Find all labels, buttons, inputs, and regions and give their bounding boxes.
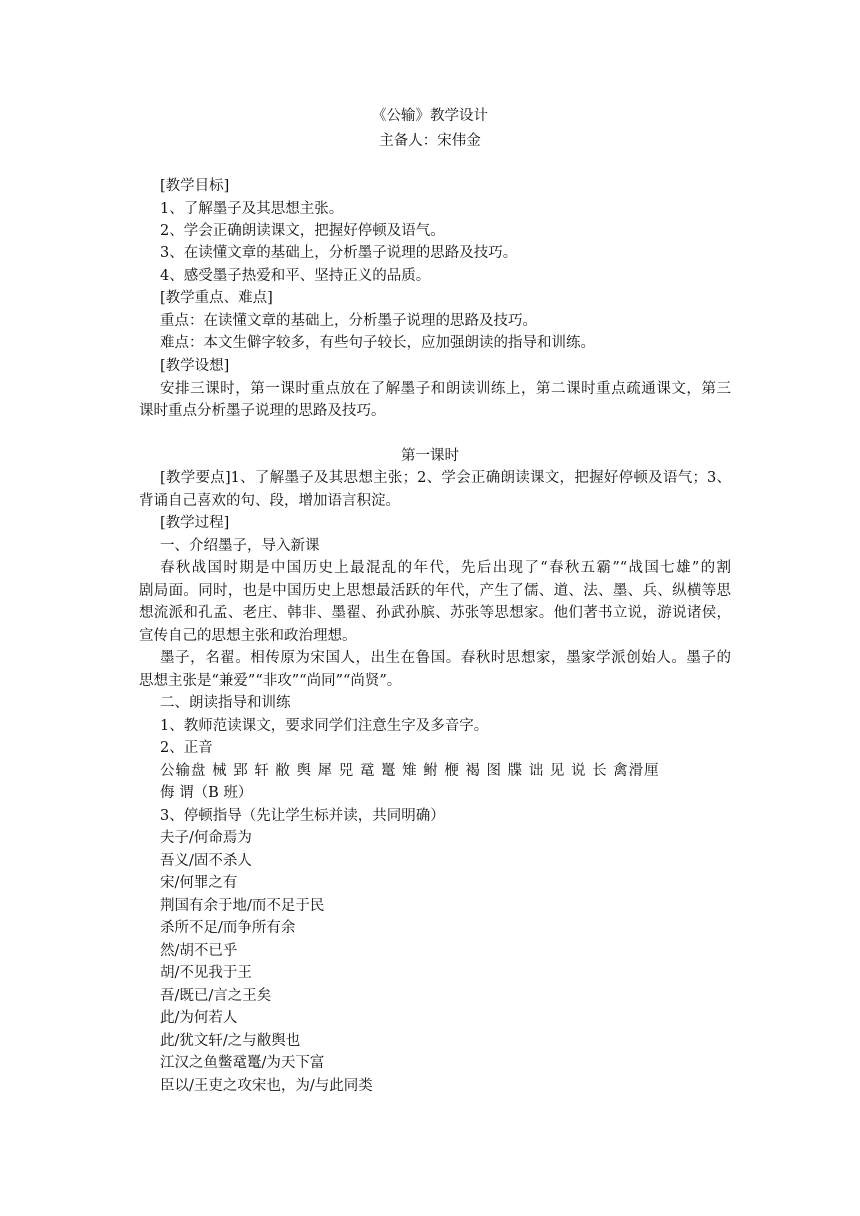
paragraph-line: 想流派和孔孟、老庄、韩非、墨翟、孙武孙膑、苏张等思想家。他们著书立说，游说诸侯，	[139, 605, 731, 621]
paragraph-line: 思想主张是“兼爱”“非攻”“尚同”“尚贤”。	[139, 673, 402, 689]
pause-line: 吾义/固不杀人	[160, 853, 252, 869]
goal-item: 2、学会正确朗读课文，把握好停顿及语气。	[160, 223, 445, 239]
essentials-line: [教学要点]1、了解墨子及其思想主张；2、学会正确朗读课文，把握好停顿及语气；3、	[160, 470, 731, 486]
paragraph-line: 宣传自己的思想主张和政治理想。	[139, 628, 357, 644]
paragraph-line: 春秋战国时期是中国历史上最混乱的年代，先后出现了“春秋五霸”“战国七雄”的割	[160, 560, 731, 576]
pause-line: 此/为何若人	[160, 1010, 238, 1026]
essentials-line: 背诵自己喜欢的句、段，增加语言积淀。	[139, 493, 400, 509]
paragraph-line: 剧局面。同时，也是中国历史上思想最活跃的年代，产生了儒、道、法、墨、兵、纵横等思	[139, 583, 731, 599]
keypoint-text: 重点：在读懂文章的基础上，分析墨子说理的思路及技巧。	[160, 313, 537, 329]
step-line: 1、教师范读课文，要求同学们注意生字及多音字。	[160, 718, 489, 734]
difficulty-text: 难点：本文生僻字较多，有些句子较长，应加强朗读的指导和训练。	[160, 335, 595, 351]
idea-paragraph-line: 安排三课时，第一课时重点放在了解墨子和朗读训练上，第二课时重点疏通课文，第三	[160, 381, 731, 397]
process-heading: [教学过程]	[160, 515, 230, 531]
author-line: 主备人：宋伟金	[379, 133, 481, 149]
pause-line: 然/胡不已乎	[160, 943, 238, 959]
idea-paragraph-line: 课时重点分析墨子说理的思路及技巧。	[139, 403, 386, 419]
keypoints-heading: [教学重点、难点]	[160, 290, 273, 306]
pause-line: 臣以/王吏之攻宋也，为/与此同类	[160, 1078, 373, 1094]
goal-item: 4、感受墨子热爱和平、坚持正义的品质。	[160, 268, 431, 284]
pronunciation-line: 公输盘 械 郢 轩 敝 舆 犀 兕 鼋 鼍 雉 鲋 楩 褐 图 牒 诎 见 说 长 禽滑厘	[160, 763, 660, 779]
pause-line: 胡/不见我于王	[160, 965, 252, 981]
section-heading: 一、介绍墨子，导入新课	[160, 538, 320, 554]
pause-line: 宋/何罪之有	[160, 875, 238, 891]
pause-line: 夫子/何命焉为	[160, 830, 252, 846]
section-heading: 二、朗读指导和训练	[160, 695, 291, 711]
pronunciation-line: 侮 谓（B 班）	[160, 785, 253, 801]
goal-item: 1、了解墨子及其思想主张。	[160, 201, 344, 217]
pause-line: 江汉之鱼鳖鼋鼍/为天下富	[160, 1055, 325, 1071]
pause-line: 杀所不足/而争所有余	[160, 920, 296, 936]
goal-item: 3、在读懂文章的基础上，分析墨子说理的思路及技巧。	[160, 245, 518, 261]
step-line: 2、正音	[160, 740, 213, 756]
pause-line: 吾/既已/言之王矣	[160, 988, 272, 1004]
paragraph-line: 墨子，名翟。相传原为宋国人，出生在鲁国。春秋时思想家，墨家学派创始人。墨子的	[160, 650, 731, 666]
pause-line: 荆国有余于地/而不足于民	[160, 898, 325, 914]
goals-heading: [教学目标]	[160, 178, 230, 194]
pause-line: 此/犹文轩/之与敝舆也	[160, 1033, 301, 1049]
document-title: 《公输》教学设计	[372, 108, 488, 124]
step-line: 3、停顿指导（先让学生标并读，共同明确）	[160, 808, 445, 824]
lesson-title: 第一课时	[401, 448, 459, 464]
idea-heading: [教学设想]	[160, 358, 230, 374]
